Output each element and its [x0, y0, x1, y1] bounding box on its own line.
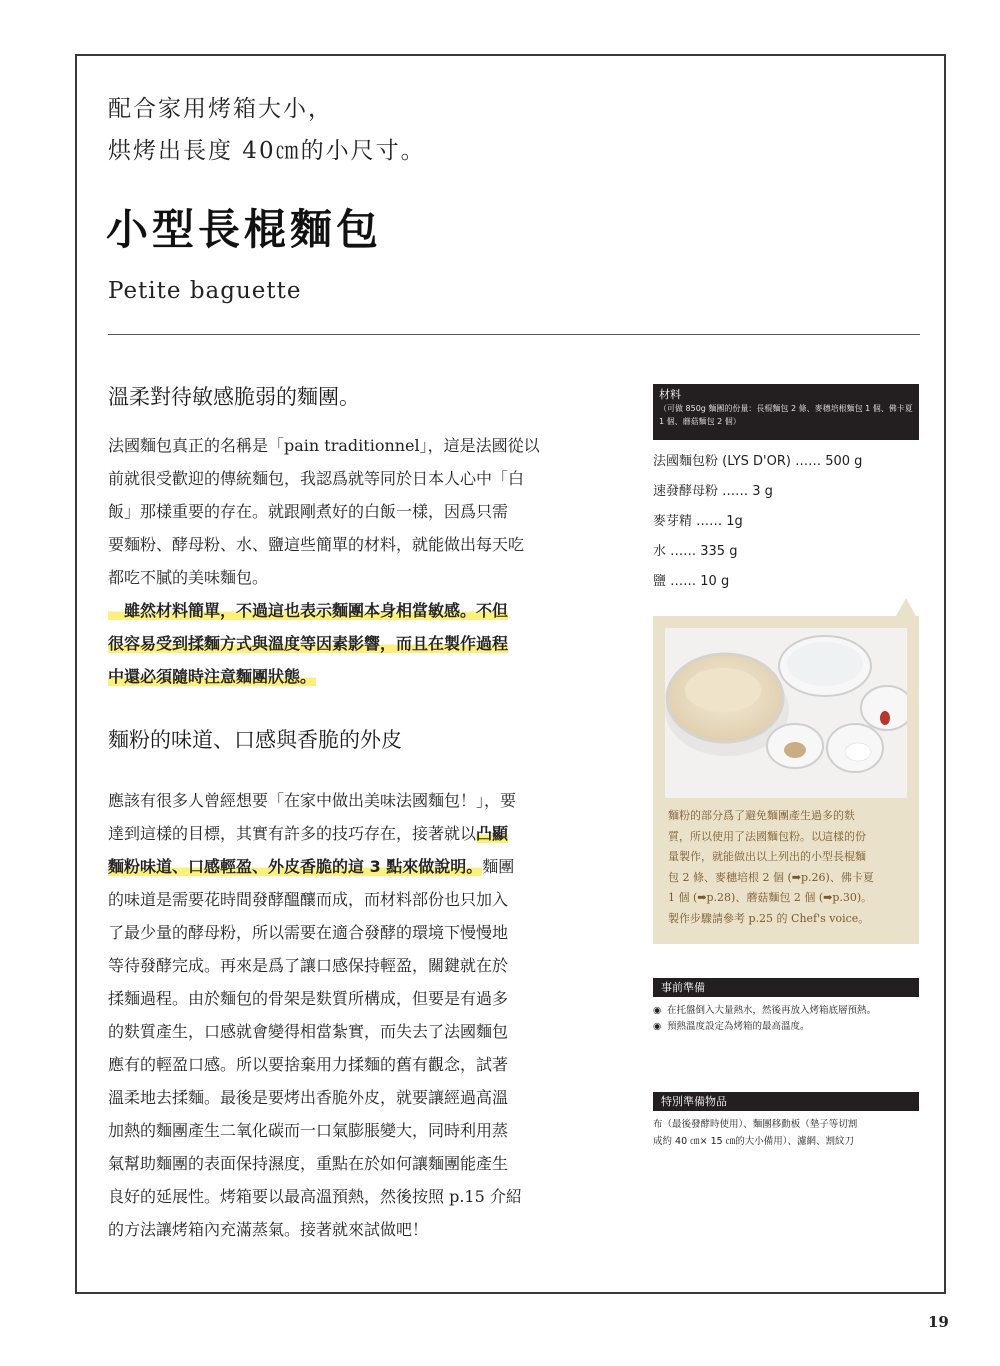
- page-title: 小型長棍麵包: [106, 205, 383, 254]
- text-line: 了最少量的酵母粉，所以需要在適合發酵的環境下慢慢地: [108, 923, 509, 942]
- caption-line: 麵粉的部分爲了避免麵團產生過多的麩: [668, 809, 855, 822]
- text-line: 要麵粉、酵母粉、水、鹽這些簡單的材料，就能做出每天吃: [108, 535, 525, 554]
- bullet-icon: ◉: [653, 1005, 662, 1016]
- tools-line: 成約 40 ㎝× 15 ㎝的大小備用）、濾網、割紋刀: [653, 1136, 854, 1147]
- prep-list: [653, 1003, 921, 1035]
- highlighted-text: 雖然材料簡單，不過這也表示麵團本身相當敏感。不但: [108, 601, 509, 620]
- ingredients-illustration: [665, 628, 907, 798]
- ingredient-item: 法國麵包粉 (LYS D'OR) …… 500 g: [653, 454, 863, 469]
- text-line: 氣幫助麵團的表面保持濕度，重點在於如何讓麵團能產生: [108, 1154, 509, 1173]
- text-line: 飯」那樣重要的存在。就跟剛煮好的白飯一樣，因爲只需: [108, 502, 509, 521]
- ingredient-item: 麥芽精 …… 1g: [653, 514, 743, 529]
- ingredient-item: 鹽 …… 10 g: [653, 574, 730, 589]
- page-subtitle: Petite baguette: [108, 278, 302, 304]
- text-line: 前就很受歡迎的傳統麵包，我認爲就等同於日本人心中「白: [108, 469, 525, 488]
- prep-item: [653, 1019, 921, 1035]
- materials-note: （可做 850g 麵團的份量：長棍麵包 2 條、麥穗培根麵包 1 個、佛卡夏 1 個、蘑菇麵包 2 個）: [659, 404, 913, 426]
- text-line: 的方法讓烤箱內充滿蒸氣。接著就來試做吧！: [108, 1220, 429, 1239]
- intro-line: 配合家用烤箱大小，: [108, 96, 333, 122]
- text-line: 應有的輕盈口感。所以要捨棄用力揉麵的舊有觀念，試著: [108, 1055, 509, 1074]
- text-line: 都吃不膩的美味麵包。: [108, 568, 269, 587]
- caption-line: 1 個 (➡p.28)、蘑菇麵包 2 個 (➡p.30)。: [668, 891, 873, 904]
- highlight-paragraph: [108, 594, 560, 693]
- text-line: 揉麵過程。由於麵包的骨架是麩質所構成，但要是有過多: [108, 989, 509, 1008]
- prep-item: [653, 1003, 921, 1019]
- text-segment: 麵團: [482, 857, 515, 876]
- materials-title: 材料: [659, 388, 681, 401]
- ingredient-item: 水 …… 335 g: [653, 544, 738, 559]
- caption-line: 製作步驟請參考 p.25 的 Chef's voice。: [668, 911, 870, 925]
- highlighted-text: 中還必須隨時注意麵團狀態。: [108, 667, 317, 686]
- highlighted-text: 麵粉味道、口感輕盈、外皮香脆的這 3 點來做說明。: [108, 857, 483, 876]
- ingredient-item: 速發酵母粉 …… 3 g: [653, 484, 773, 499]
- intro-line: 烘烤出長度 40㎝的小尺寸。: [108, 138, 426, 164]
- prep-item-text: 在托盤倒入大量熱水，然後再放入烤箱底層預熱。: [667, 1005, 877, 1016]
- page-number: 19: [928, 1313, 949, 1331]
- tools-list: [653, 1116, 921, 1150]
- intro-text: [108, 88, 426, 172]
- text-line: 的味道是需要花時間發酵醞釀而成，而材料部份也只加入: [108, 890, 509, 909]
- caption-line: 量製作，就能做出以上列出的小型長棍麵: [668, 850, 866, 863]
- section-heading: 溫柔對待敏感脆弱的麵團。: [108, 385, 360, 409]
- highlighted-text: 凸顯: [476, 824, 509, 843]
- text-line: 法國麵包真正的名稱是「pain traditionnel」，這是法國從以: [108, 436, 540, 455]
- photo-caption: [668, 806, 908, 929]
- tools-line: 布（最後發酵時使用）、麵團移動板（墊子等切割: [653, 1119, 858, 1130]
- text-line: 良好的延展性。烤箱要以最高溫預熱，然後按照 p.15 介紹: [108, 1187, 522, 1206]
- ingredient-list: [653, 451, 862, 601]
- text-line: 應該有很多人曾經想要「在家中做出美味法國麵包！」，要: [108, 791, 517, 810]
- materials-header: [653, 384, 919, 440]
- text-line: 溫柔地去揉麵。最後是要烤出香脆外皮，就要讓經過高溫: [108, 1088, 509, 1107]
- callout-tab: [896, 598, 916, 616]
- body-paragraph: [108, 784, 560, 1246]
- body-paragraph: [108, 429, 560, 594]
- section-heading: 麵粉的味道、口感與香脆的外皮: [108, 728, 402, 752]
- text-segment: 達到這樣的目標，其實有許多的技巧存在，接著就以: [108, 824, 477, 843]
- caption-line: 包 2 條、麥穗培根 2 個 (➡p.26)、佛卡夏: [668, 870, 874, 884]
- tools-header: 特別準備物品: [653, 1092, 919, 1111]
- prep-item-text: 預熱溫度設定為烤箱的最高溫度。: [667, 1021, 810, 1032]
- text-line: 等待發酵完成。再來是爲了讓口感保持輕盈，關鍵就在於: [108, 956, 509, 975]
- text-line: 的麩質產生，口感就會變得相當紮實，而失去了法國麵包: [108, 1022, 509, 1041]
- text-line: 加熱的麵團產生二氧化碳而一口氣膨脹變大，同時利用蒸: [108, 1121, 509, 1140]
- bullet-icon: ◉: [653, 1021, 662, 1032]
- caption-line: 質，所以使用了法國麵包粉。以這樣的份: [668, 829, 866, 843]
- ingredients-photo: [665, 628, 907, 798]
- prep-header: 事前準備: [653, 978, 919, 997]
- divider: [108, 334, 920, 335]
- highlighted-text: 很容易受到揉麵方式與溫度等因素影響，而且在製作過程: [108, 634, 509, 653]
